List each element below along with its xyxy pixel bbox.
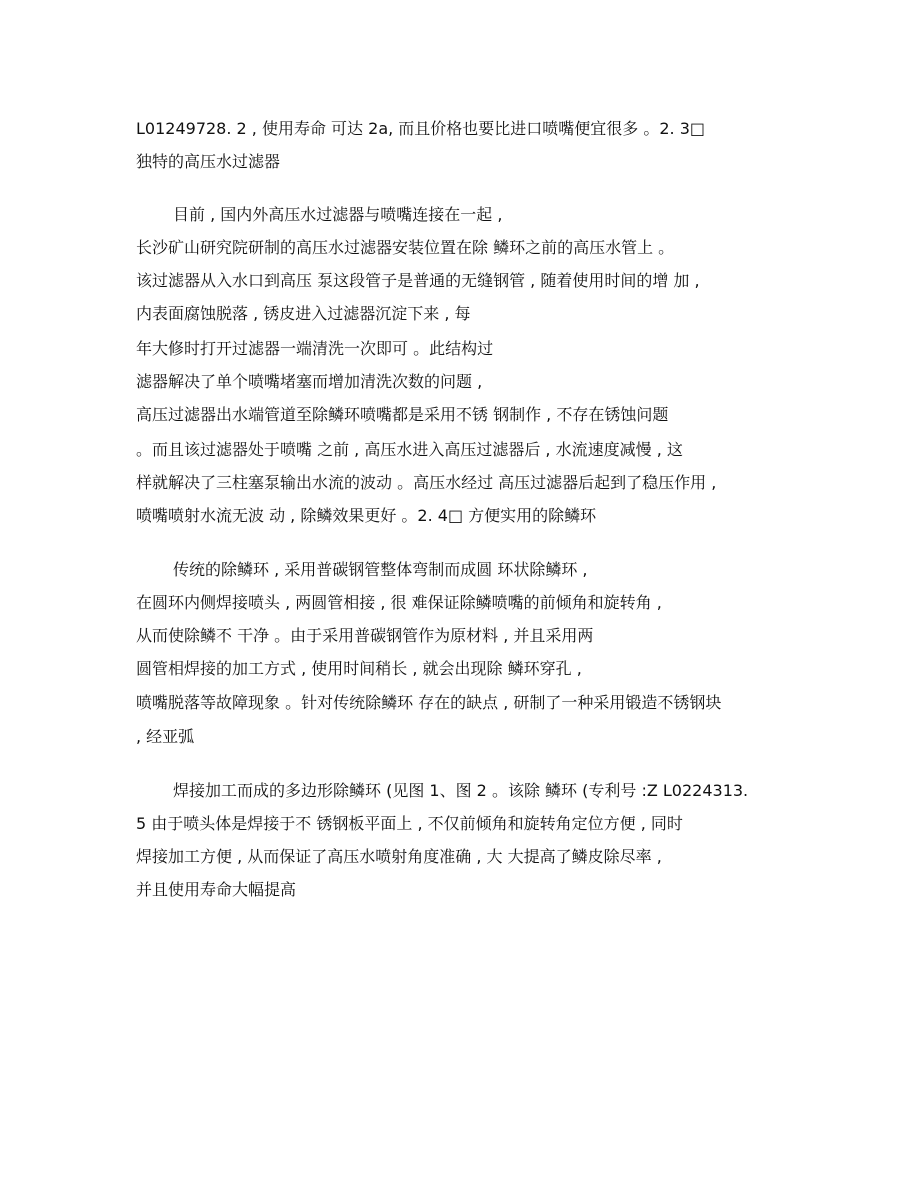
text-line: , 经亚弧 <box>136 727 195 746</box>
text-line: 在圆环内侧焊接喷头 , 两圆管相接 , 很 难保证除鳞喷嘴的前倾角和旋转角 , <box>136 593 662 612</box>
text-line: 滤器解决了单个喷嘴堵塞而增加清洗次数的问题 , <box>136 372 483 391</box>
text-line: 长沙矿山研究院研制的高压水过滤器安装位置在除 鳞环之前的高压水管上 。 <box>136 238 675 257</box>
paragraph-first-line: 传统的除鳞环 , 采用普碳钢管整体弯制而成圆 环状除鳞环 , <box>173 560 588 579</box>
paragraph-first-line: 焊接加工而成的多边形除鳞环 (见图 1、图 2 。该除 鳞环 (专利号 :Z L0224313. <box>173 781 749 800</box>
text-line: 高压过滤器出水端管道至除鳞环喷嘴都是采用不锈 钢制作 , 不存在锈蚀问题 <box>136 405 669 424</box>
section-heading: 独特的高压水过滤器 <box>136 152 281 171</box>
text-line: 喷嘴脱落等故障现象 。针对传统除鳞环 存在的缺点 , 研制了一种采用锻造不锈钢块 <box>136 693 722 712</box>
text-line: 圆管相焊接的加工方式 , 使用时间稍长 , 就会出现除 鳞环穿孔 , <box>136 659 582 678</box>
text-line: 并且使用寿命大幅提高 <box>136 880 297 899</box>
text-line: 。而且该过滤器处于喷嘴 之前 , 高压水进入高压过滤器后 , 水流速度减慢 , 这 <box>136 440 683 459</box>
text-line: 年大修时打开过滤器一端清洗一次即可 。此结构过 <box>136 339 494 358</box>
text-line: 内表面腐蚀脱落 , 锈皮进入过滤器沉淀下来 , 每 <box>136 304 471 323</box>
text-line: 该过滤器从入水口到高压 泵这段管子是普通的无缝钢管 , 随着使用时间的增 加 , <box>136 271 700 290</box>
paragraph-first-line: 目前 , 国内外高压水过滤器与喷嘴连接在一起 , <box>173 205 503 224</box>
text-line: 样就解决了三柱塞泵输出水流的波动 。高压水经过 高压过滤器后起到了稳压作用 , <box>136 473 717 492</box>
text-line: 5 由于喷头体是焊接于不 锈钢板平面上 , 不仅前倾角和旋转角定位方便 , 同时 <box>136 814 683 833</box>
text-line: 焊接加工方便 , 从而保证了高压水喷射角度准确 , 大 大提高了鳞皮除尽率 , <box>136 847 662 866</box>
section-heading-line: 喷嘴喷射水流无波 动 , 除鳞效果更好 。2. 4□ 方便实用的除鳞环 <box>136 506 597 525</box>
text-line: L01249728. 2 , 使用寿命 可达 2a, 而且价格也要比进口喷嘴便宜很多 。2. 3□ <box>136 119 706 138</box>
text-line: 从而使除鳞不 干净 。由于采用普碳钢管作为原材料 , 并且采用两 <box>136 626 594 645</box>
